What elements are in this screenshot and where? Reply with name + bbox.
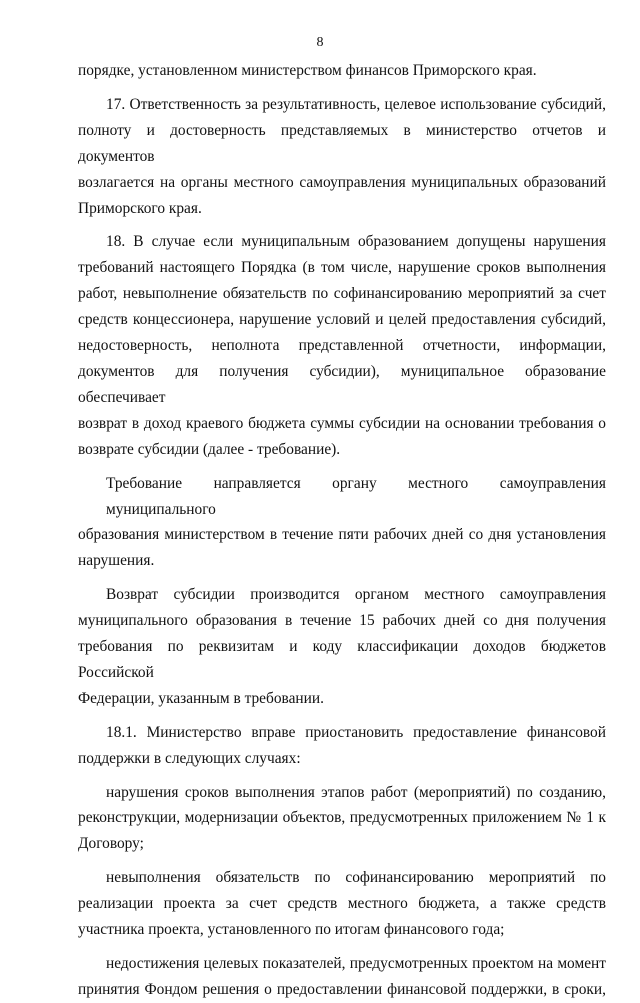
text-line: 18.1. Министерство вправе приостановить предоставление финансовой <box>106 723 606 741</box>
text-line: требований настоящего Порядка (в том числе, нарушение сроков выполнения <box>78 259 606 277</box>
text-line: Федерации, указанным в требовании. <box>78 689 324 707</box>
text-line: 17. Ответственность за результативность, целевое использование субсидий, <box>106 95 606 113</box>
text-line: реализации проекта за счет средств местного бюджета, а также средств <box>78 895 606 913</box>
text-line: полноту и достоверность представляемых в министерство отчетов и документов <box>78 121 606 165</box>
text-line: муниципального образования в течение 15 рабочих дней со дня получения <box>78 612 606 630</box>
text-line: нарушения сроков выполнения этапов работ (мероприятий) по созданию, <box>106 783 606 801</box>
text-line: Требование направляется органу местного самоуправления муниципального <box>106 474 606 518</box>
text-line: Договору; <box>78 835 144 853</box>
text-line: документов для получения субсидии), муниципальное образование обеспечивает <box>78 362 606 406</box>
text-line: участника проекта, установленного по итогам финансового года; <box>78 921 505 939</box>
text-line: возврат в доход краевого бюджета суммы субсидии на основании требования о <box>78 414 606 432</box>
page-number: 8 <box>316 35 324 50</box>
text-line: невыполнения обязательств по софинансированию мероприятий по <box>106 869 606 887</box>
text-line: порядке, установленном министерством финансов Приморского края. <box>78 62 537 79</box>
text-line: работ, невыполнение обязательств по софинансированию мероприятий за счет <box>78 285 606 303</box>
text-line: образования министерством в течение пяти рабочих дней со дня установления <box>78 526 606 544</box>
text-line: принятия Фондом решения о предоставлении финансовой поддержки, в сроки, <box>78 980 606 998</box>
text-line: возврате субсидии (далее - требование). <box>78 440 341 458</box>
text-line: 18. В случае если муниципальным образованием допущены нарушения <box>106 233 606 251</box>
text-line: поддержки в следующих случаях: <box>78 749 301 767</box>
text-line: средств концессионера, нарушение условий и целей предоставления субсидий, <box>78 311 606 329</box>
text-line: недостижения целевых показателей, предусмотренных проектом на момент <box>106 955 606 972</box>
text-line: Приморского края. <box>78 199 202 217</box>
text-line: нарушения. <box>78 552 155 570</box>
text-line: реконструкции, модернизации объектов, предусмотренных приложением № 1 к <box>78 809 606 827</box>
text-line: возлагается на органы местного самоуправления муниципальных образований <box>78 173 606 191</box>
text-line: недостоверность, неполнота представленной отчетности, информации, <box>78 337 606 355</box>
text-line: требования по реквизитам и коду классификации доходов бюджетов Российской <box>78 638 606 681</box>
document-body <box>78 58 606 1003</box>
text-line: Возврат субсидии производится органом местного самоуправления <box>106 586 606 604</box>
